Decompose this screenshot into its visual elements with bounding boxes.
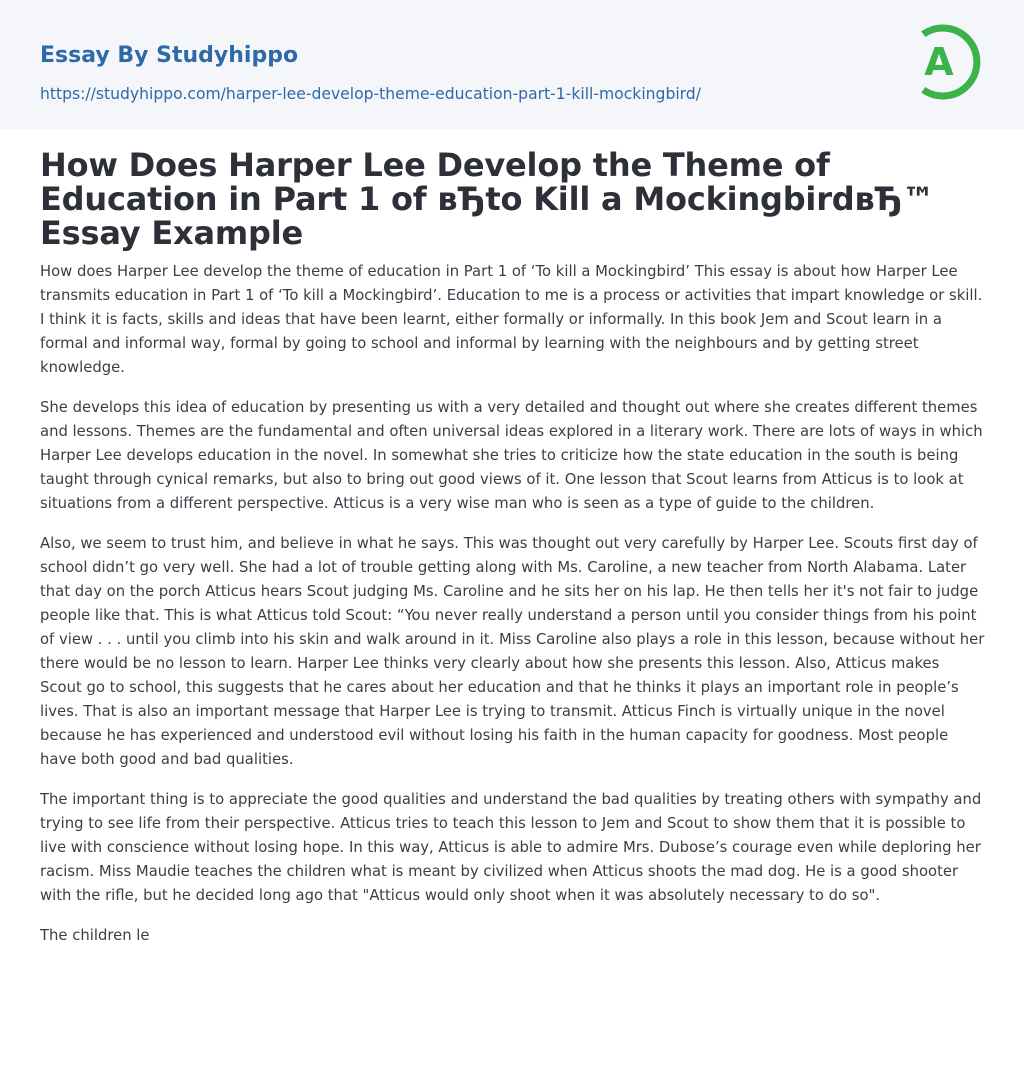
article-paragraph-3: Also, we seem to trust him, and believe in what he says. This was thought out very carefully by Harper Lee. Scouts first day of school didn’t go very well. She had a lot of trouble getting along with Ms. Caroline, a new teacher from North Alabama. Later that day on the porch Atticus hears Scout judging Ms. Caroline and he sits her on his lap. He then tells her it's not fair to judge people like that. This is what Atticus told Scout: “You never really understand a person until you consider things from his point of view . . . until you climb into his skin and walk around in it. Miss Caroline also plays a role in this lesson, because without her there would be no lesson to learn. Harper Lee thinks very clearly about how she presents this lesson. Also, Atticus makes Scout go to school, this suggests that he cares about her education and that he thinks it plays an important role in people’s lives. That is also an important message that Harper Lee is trying to transmit. Atticus Finch is virtually unique in the novel because he has experienced and understood evil without losing his faith in the human capacity for goodness. Most people have both good and bad qualities. xyxy=(40,535,985,768)
source-url-link[interactable]: https://studyhippo.com/harper-lee-develop-theme-education-part-1-kill-mockingbird/ xyxy=(40,85,701,103)
article-paragraph-1: How does Harper Lee develop the theme of education in Part 1 of ‘To kill a Mockingbird’ This essay is about how Harper Lee transmits education in Part 1 of ‘To kill a Mockingbird’. Education to me is a process or activities that impart knowledge or skill. I think it is facts, skills and ideas that have been learnt, either formally or informally. In this book Jem and Scout learn in a formal and informal way, formal by going to school and informal by learning with the neighbours and by getting street knowledge. xyxy=(40,263,983,376)
site-header xyxy=(0,0,1024,129)
article xyxy=(40,148,985,948)
article-paragraph-5: The children le xyxy=(40,927,150,944)
site-brand-title[interactable]: Essay By Studyhippo xyxy=(40,43,299,68)
article-paragraph-2: She develops this idea of education by presenting us with a very detailed and thought out where she creates different themes and lessons. Themes are the fundamental and often universal ideas explored in a literary work. There are lots of ways in which Harper Lee develops education in the novel. In somewhat she tries to criticize how the state education in the south is being taught through cynical remarks, but also to bring out good views of it. One lesson that Scout learns from Atticus is to look at situations from a different perspective. Atticus is a very wise man who is seen as a type of guide to the children. xyxy=(40,399,983,512)
studyhippo-logo-icon[interactable] xyxy=(912,20,986,104)
logo-letter: A xyxy=(924,40,954,84)
article-paragraph-4: The important thing is to appreciate the good qualities and understand the bad qualities by treating others with sympathy and trying to see life from their perspective. Atticus tries to teach this lesson to Jem and Scout to show them that it is possible to live with conscience without losing hope. In this way, Atticus is able to admire Mrs. Dubose’s courage even while deploring her racism. Miss Maudie teaches the children what is meant by civilized when Atticus shoots the mad dog. He is a good shooter with the rifle, but he decided long ago that "Atticus would only shoot when it was absolutely necessary to do so". xyxy=(40,791,982,904)
page-title: How Does Harper Lee Develop the Theme of Education in Part 1 of вЂto Kill a MockingbirdвЂ™ Essay Example xyxy=(40,146,935,252)
